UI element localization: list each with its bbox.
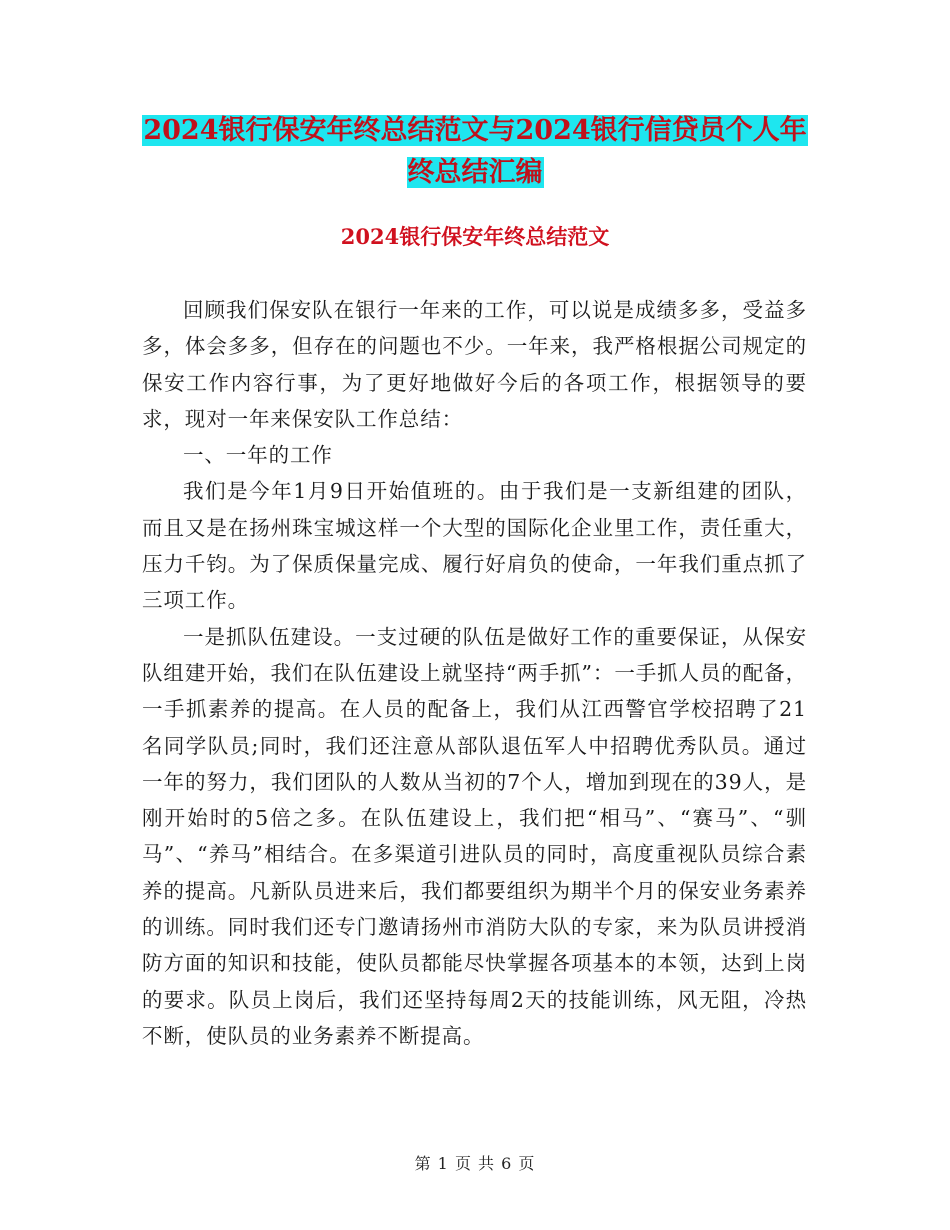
heading-one-year-work: 一、一年的工作 [183,443,333,468]
paragraph-intro: 回顾我们保安队在银行一年来的工作，可以说是成绩多多，受益多多，体会多多，但存在的问题也不少。一年来，我严格根据公司规定的保安工作内容行事，为了更好地做好今后的各项工作，根据领导的要求，现对一年来保安队工作总结： [142,298,807,431]
document-title-line-1 [0,110,950,152]
title-highlight-2: 终总结汇编 [407,157,543,188]
document-title-line-2 [0,152,950,194]
paragraph-start-duty: 我们是今年1月9日开始值班的。由于我们是一支新组建的团队，而且又是在扬州珠宝城这样一个大型的国际化企业里工作，责任重大，压力千钧。为了保质保量完成、履行好肩负的使命，一年我们重点抓了三项工作。 [142,479,807,613]
page-footer: 第 1 页 共 6 页 [414,1154,536,1173]
title-highlight-1: 2024银行保安年终总结范文与2024银行信贷员个人年 [143,115,807,146]
paragraph-team-building: 一是抓队伍建设。一支过硬的队伍是做好工作的重要保证，从保安队组建开始，我们在队伍建设上就坚持“两手抓”：一手抓人员的配备，一手抓素养的提高。在人员的配备上，我们从江西警官学校招聘了21名同学队员;同时，我们还注意从部队退伍军人中招聘优秀队员。通过一年的努力，我们团队的人数从当初的7个人，增加到现在的39人，是刚开始时的5倍之多。在队伍建设上，我们把“相马”、“赛马”、“驯马”、“养马”相结合。在多渠道引进队员的同时，高度重视队员综合素养的提高。凡新队员进来后，我们都要组织为期半个月的保安业务素养的训练。同时我们还专门邀请扬州市消防大队的专家，来为队员讲授消防方面的知识和技能，使队员都能尽快掌握各项基本的本领，达到上岗的要求。队员上岗后，我们还坚持每周2天的技能训练，风无阻，冷热不断，使队员的业务素养不断提高。 [142,624,807,1048]
document-body [142,292,807,1054]
section-title: 2024银行保安年终总结范文 [340,224,610,249]
